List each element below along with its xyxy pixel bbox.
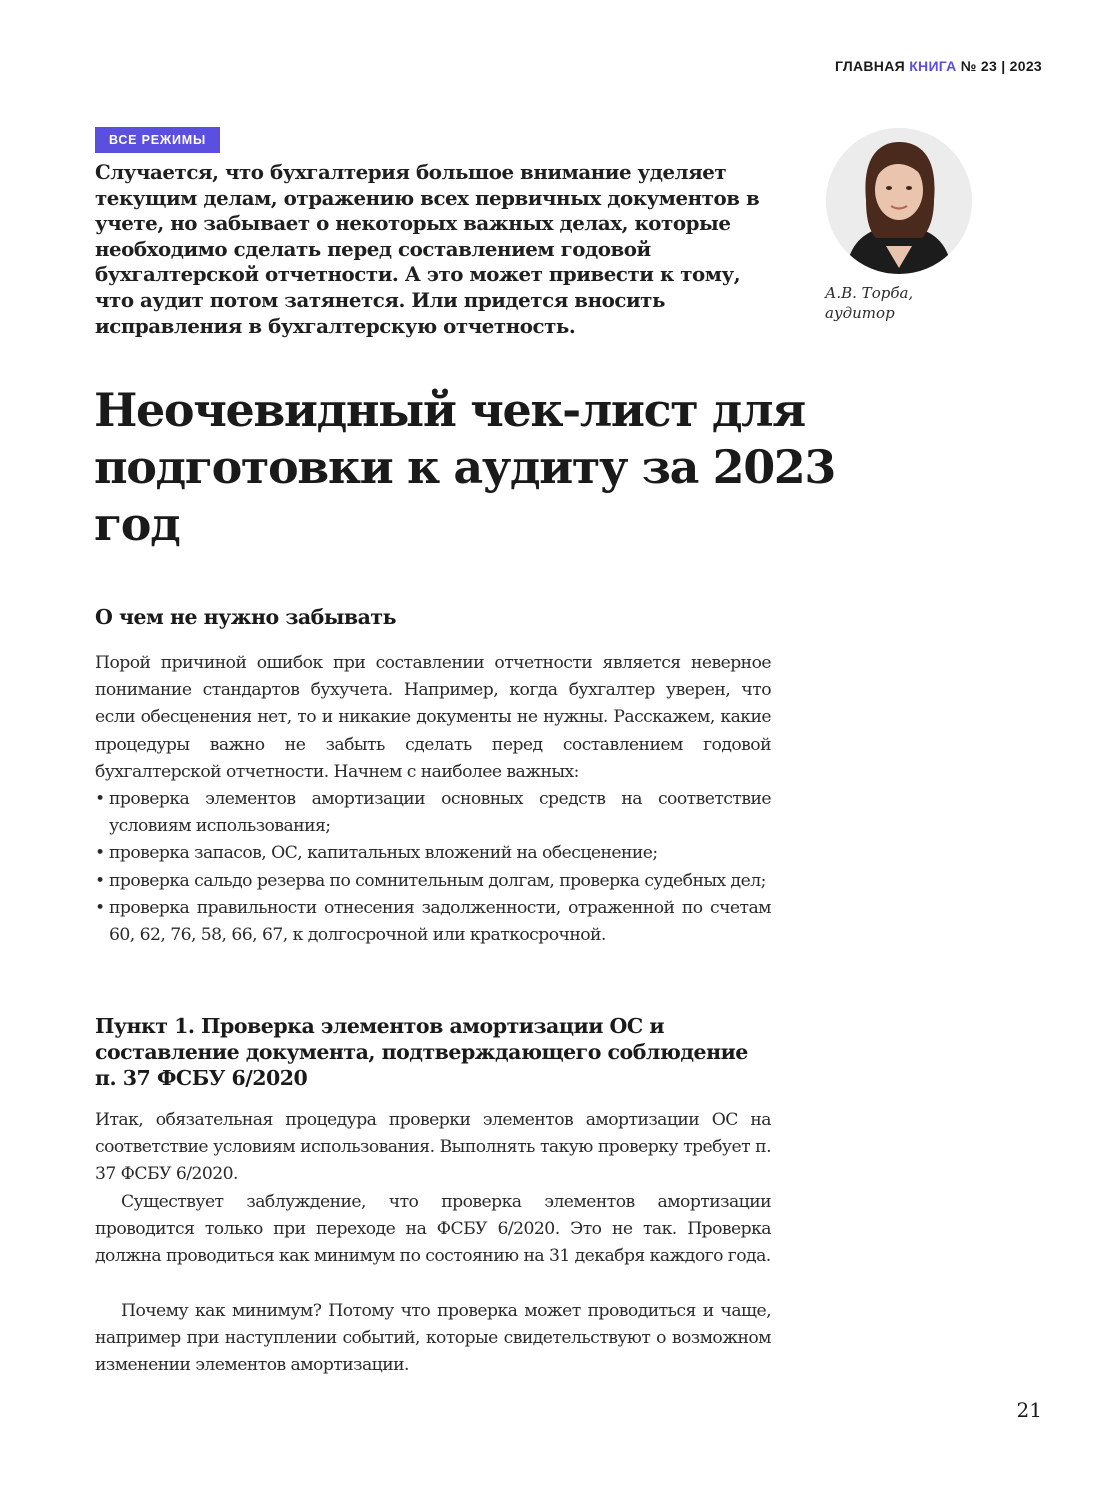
list-item-text: проверка элементов амортизации основных средств на соответствие условиям использования; <box>109 789 771 837</box>
category-badge: ВСЕ РЕЖИМЫ <box>95 127 220 153</box>
magazine-header <box>835 58 1042 74</box>
checklist <box>95 786 771 949</box>
bullet-symbol: • <box>95 897 105 918</box>
intro-paragraph: Порой причиной ошибок при составлении отчетности является неверное понимание стандартов бухучета. Например, когда бухгалтер уверен, что если обесценения нет, то и никакие документы не нужны. Расскажем, какие процедуры важно не забыть сделать перед составлением годовой бухгалтерской отчетности. Начнем с наиболее важных: <box>95 653 771 782</box>
issue-number: № 23 | 2023 <box>960 58 1042 74</box>
bullet-symbol: • <box>95 789 105 809</box>
bullet-symbol: • <box>95 870 105 891</box>
article-title: Неочевидный чек-лист для подготовки к аудиту за 2023 год <box>94 383 836 551</box>
list-item <box>95 840 771 867</box>
list-item <box>95 868 771 895</box>
lead-paragraph: Случается, что бухгалтерия большое внимание уделяет текущим делам, отражению всех первичных документов в учете, но забывает о некоторых важных делах, которые необходимо сделать перед составлением годовой бухгалтерской отчетности. А это может привести к тому, что аудит потом затянется. Или придется вносить исправления в бухгалтерскую отчетность. <box>95 160 760 338</box>
author-portrait-illustration <box>826 128 972 274</box>
list-item <box>95 895 771 949</box>
section-heading-forget: О чем не нужно забывать <box>95 605 397 629</box>
point1-paragraph-3: Почему как минимум? Потому что проверка может проводиться и чаще, например при наступлении событий, которые свидетельствуют о возможном изменении элементов амортизации. <box>95 1301 771 1376</box>
section-heading-point1: Пункт 1. Проверка элементов амортизации ОС и составление документа, подтверждающего соблюдение п. 37 ФСБУ 6/2020 <box>95 1014 748 1090</box>
author-role: аудитор <box>825 304 895 322</box>
author-name: А.В. Торба, <box>825 284 914 302</box>
page-number: 21 <box>1016 1398 1042 1422</box>
magazine-name-part2: КНИГА <box>909 58 957 74</box>
bullet-symbol: • <box>95 843 105 864</box>
list-item-text: проверка запасов, ОС, капитальных вложений на обесценение; <box>109 843 658 864</box>
list-item <box>95 786 771 840</box>
point1-paragraph-1: Итак, обязательная процедура проверки элементов амортизации ОС на соответствие условиям использования. Выполнять такую проверку требует п. 37 ФСБУ 6/2020. <box>95 1110 771 1185</box>
list-item-text: проверка правильности отнесения задолженности, отраженной по счетам 60, 62, 76, 58, 66, 67, к долгосрочной или краткосрочной. <box>109 897 771 946</box>
author-caption <box>825 283 913 323</box>
list-item-text: проверка сальдо резерва по сомнительным долгам, проверка судебных дел; <box>109 870 766 891</box>
magazine-name-part1: ГЛАВНАЯ <box>834 58 905 74</box>
point1-paragraph-2: Существует заблуждение, что проверка элементов амортизации проводится только при переходе на ФСБУ 6/2020. Это не так. Проверка должна проводиться как минимум по состоянию на 31 декабря каждого года. <box>95 1192 771 1267</box>
author-photo <box>826 128 972 274</box>
